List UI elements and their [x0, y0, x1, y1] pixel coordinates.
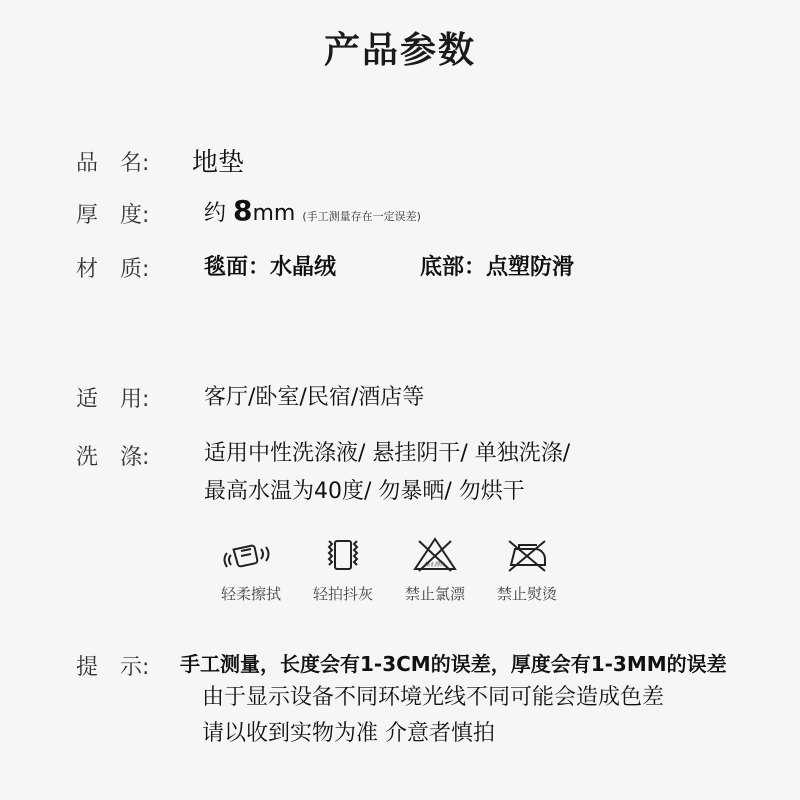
- tips-line1: 手工测量，长度会有1-3CM的误差，厚度会有1-3MM的误差: [180, 652, 727, 676]
- washing-line1: 适用中性洗涤液/ 悬挂阴干/ 单独洗涤/: [204, 441, 571, 466]
- thickness-value: [204, 194, 421, 227]
- usage-label: 适 用:: [76, 387, 150, 412]
- material-label: 材 质:: [76, 257, 150, 282]
- care-caption-pat-shake: 轻拍抖灰: [312, 585, 373, 603]
- care-caption-no-bleach: 禁止氯漂: [404, 585, 465, 603]
- gentle-wipe-icon: [221, 535, 281, 575]
- washing-line2: 最高水温为40度/ 勿暴晒/ 勿烘干: [204, 479, 525, 504]
- thickness-label: 厚 度:: [76, 203, 150, 228]
- no-bleach-inner-text: 禁止漂白: [424, 562, 446, 568]
- care-icons-row: [205, 535, 573, 604]
- pat-shake-icon: [313, 535, 373, 575]
- care-item-no-bleach: [389, 535, 481, 604]
- page-title: 产品参数: [323, 30, 476, 71]
- no-iron-icon: [497, 535, 557, 575]
- name-value: 地垫: [192, 148, 245, 178]
- tips-line3: 请以收到实物为准 介意者慎拍: [202, 721, 495, 746]
- thickness-number: 8: [233, 194, 253, 227]
- care-caption-no-iron: 禁止熨烫: [496, 585, 557, 603]
- tips-line2: 由于显示设备不同环境光线不同可能会造成色差: [202, 685, 665, 710]
- usage-value: 客厅/卧室/民宿/酒店等: [204, 385, 425, 410]
- care-item-no-iron: [481, 535, 573, 604]
- thickness-prefix: 约: [204, 201, 227, 226]
- no-bleach-icon: [405, 535, 465, 575]
- thickness-note: (手工测量存在一定误差): [302, 210, 421, 223]
- material-surface: 毯面：水晶绒: [204, 255, 337, 280]
- washing-label: 洗 涤:: [76, 445, 150, 470]
- tips-label: 提 示:: [76, 655, 150, 680]
- care-caption-gentle-wipe: 轻柔擦拭: [220, 585, 281, 603]
- material-bottom: 底部：点塑防滑: [420, 255, 575, 280]
- care-item-pat-shake: [297, 535, 389, 604]
- name-label: 品 名:: [76, 151, 150, 176]
- thickness-unit: mm: [252, 201, 296, 226]
- care-item-gentle-wipe: [205, 535, 297, 604]
